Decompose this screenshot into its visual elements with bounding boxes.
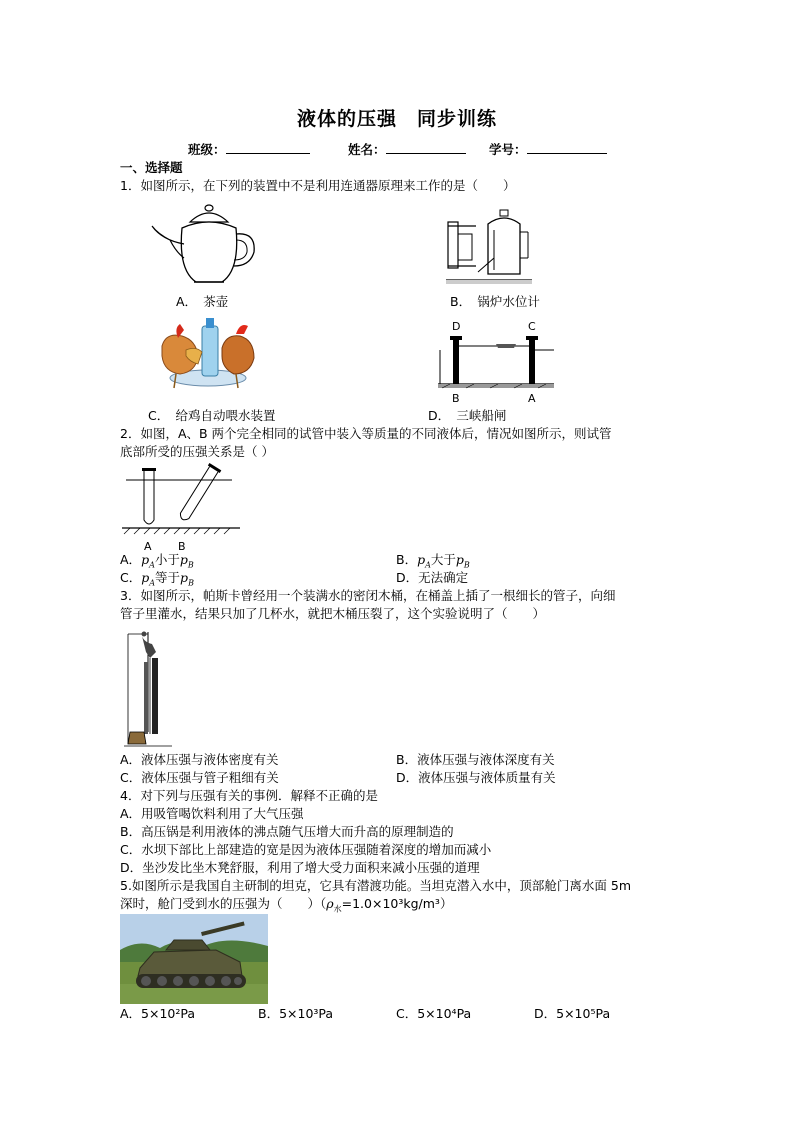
q5-stem-line1: 5.如图所示是我国自主研制的坦克，它具有潜渡功能。当坦克潜入水中，顶部舱门离水面 5m (120, 878, 632, 893)
q5-option-c: C．5×10⁴Pa (396, 1006, 472, 1021)
q3-option-a: A．液体压强与液体密度有关 (120, 752, 279, 767)
id-blank[interactable] (527, 141, 607, 154)
q2-option-d: D．无法确定 (396, 570, 469, 585)
q3-option-c: C．液体压强与管子粗细有关 (120, 770, 279, 785)
q2-stem-line2: 底部所受的压强关系是（ ） (120, 444, 274, 459)
q1-option-d: D． 三峡船闸 (428, 408, 507, 423)
boiler-gauge-figure (444, 208, 534, 288)
q1-stem: 1．如图所示，在下列的装置中不是利用连通器原理来工作的是（ ） (120, 178, 516, 193)
class-blank[interactable] (226, 141, 310, 154)
q3-option-b: B．液体压强与液体深度有关 (396, 752, 555, 767)
pascal-barrel-figure (124, 628, 174, 748)
q4-option-c: C．水坝下部比上部建造的宽是因为液体压强随着深度的增加而减小 (120, 842, 492, 857)
name-label: 姓名： (348, 140, 466, 158)
id-label: 学号： (489, 140, 607, 158)
tube-label-b: B (178, 540, 186, 552)
page-title: 液体的压强 同步训练 (296, 108, 497, 130)
test-tubes-figure (120, 462, 244, 552)
q5-option-d: D．5×10⁵Pa (534, 1006, 611, 1021)
tank-photo (120, 914, 268, 1004)
tube-label-a: A (144, 540, 152, 552)
q3-option-d: D．液体压强与液体质量有关 (396, 770, 556, 785)
class-label: 班级： (188, 140, 310, 158)
q1-option-a: A． 茶壶 (176, 294, 229, 309)
q2-option-c: C．$p_A$等于$p_B$ (120, 570, 194, 588)
chicken-feeder-figure (156, 316, 260, 392)
q1-option-b: B． 锅炉水位计 (450, 294, 540, 309)
teapot-figure (150, 200, 260, 290)
q2-stem-line1: 2．如图，A、B 两个完全相同的试管中装入等质量的不同液体后，情况如图所示，则试管 (120, 426, 612, 441)
q4-option-a: A．用吸管喝饮料利用了大气压强 (120, 806, 304, 821)
q4-option-d: D．坐沙发比坐木凳舒服，利用了增大受力面积来减小压强的道理 (120, 860, 480, 875)
ship-lock-figure (436, 318, 556, 404)
section-heading: 一、选择题 (120, 160, 183, 175)
q3-stem-line2: 管子里灌水，结果只加了几杯水，就把木桶压裂了，这个实验说明了（ ） (120, 606, 546, 621)
lock-label-a: A (528, 392, 536, 404)
q5-option-b: B．5×10³Pa (258, 1006, 334, 1021)
q2-option-b: B．$p_A$大于$p_B$ (396, 552, 470, 570)
q2-option-a: A．$p_A$小于$p_B$ (120, 552, 194, 570)
lock-label-c: C (528, 320, 536, 333)
q3-stem-line1: 3．如图所示，帕斯卡曾经用一个装满水的密闭木桶，在桶盖上插了一根细长的管子，向细 (120, 588, 616, 603)
q4-option-b: B．高压锅是利用液体的沸点随气压增大而升高的原理制造的 (120, 824, 454, 839)
lock-label-d: D (452, 320, 461, 333)
q5-option-a: A．5×10²Pa (120, 1006, 196, 1021)
name-blank[interactable] (386, 141, 466, 154)
lock-label-b: B (452, 392, 460, 404)
q4-stem: 4．对下列与压强有关的事例．解释不正确的是 (120, 788, 378, 803)
q5-stem-line2: 深时，舱门受到水的压强为（ ）$(\rho_水=1.0\times 10^3kg/m^3)$ (120, 896, 453, 914)
q1-option-c: C． 给鸡自动喂水装置 (148, 408, 276, 423)
